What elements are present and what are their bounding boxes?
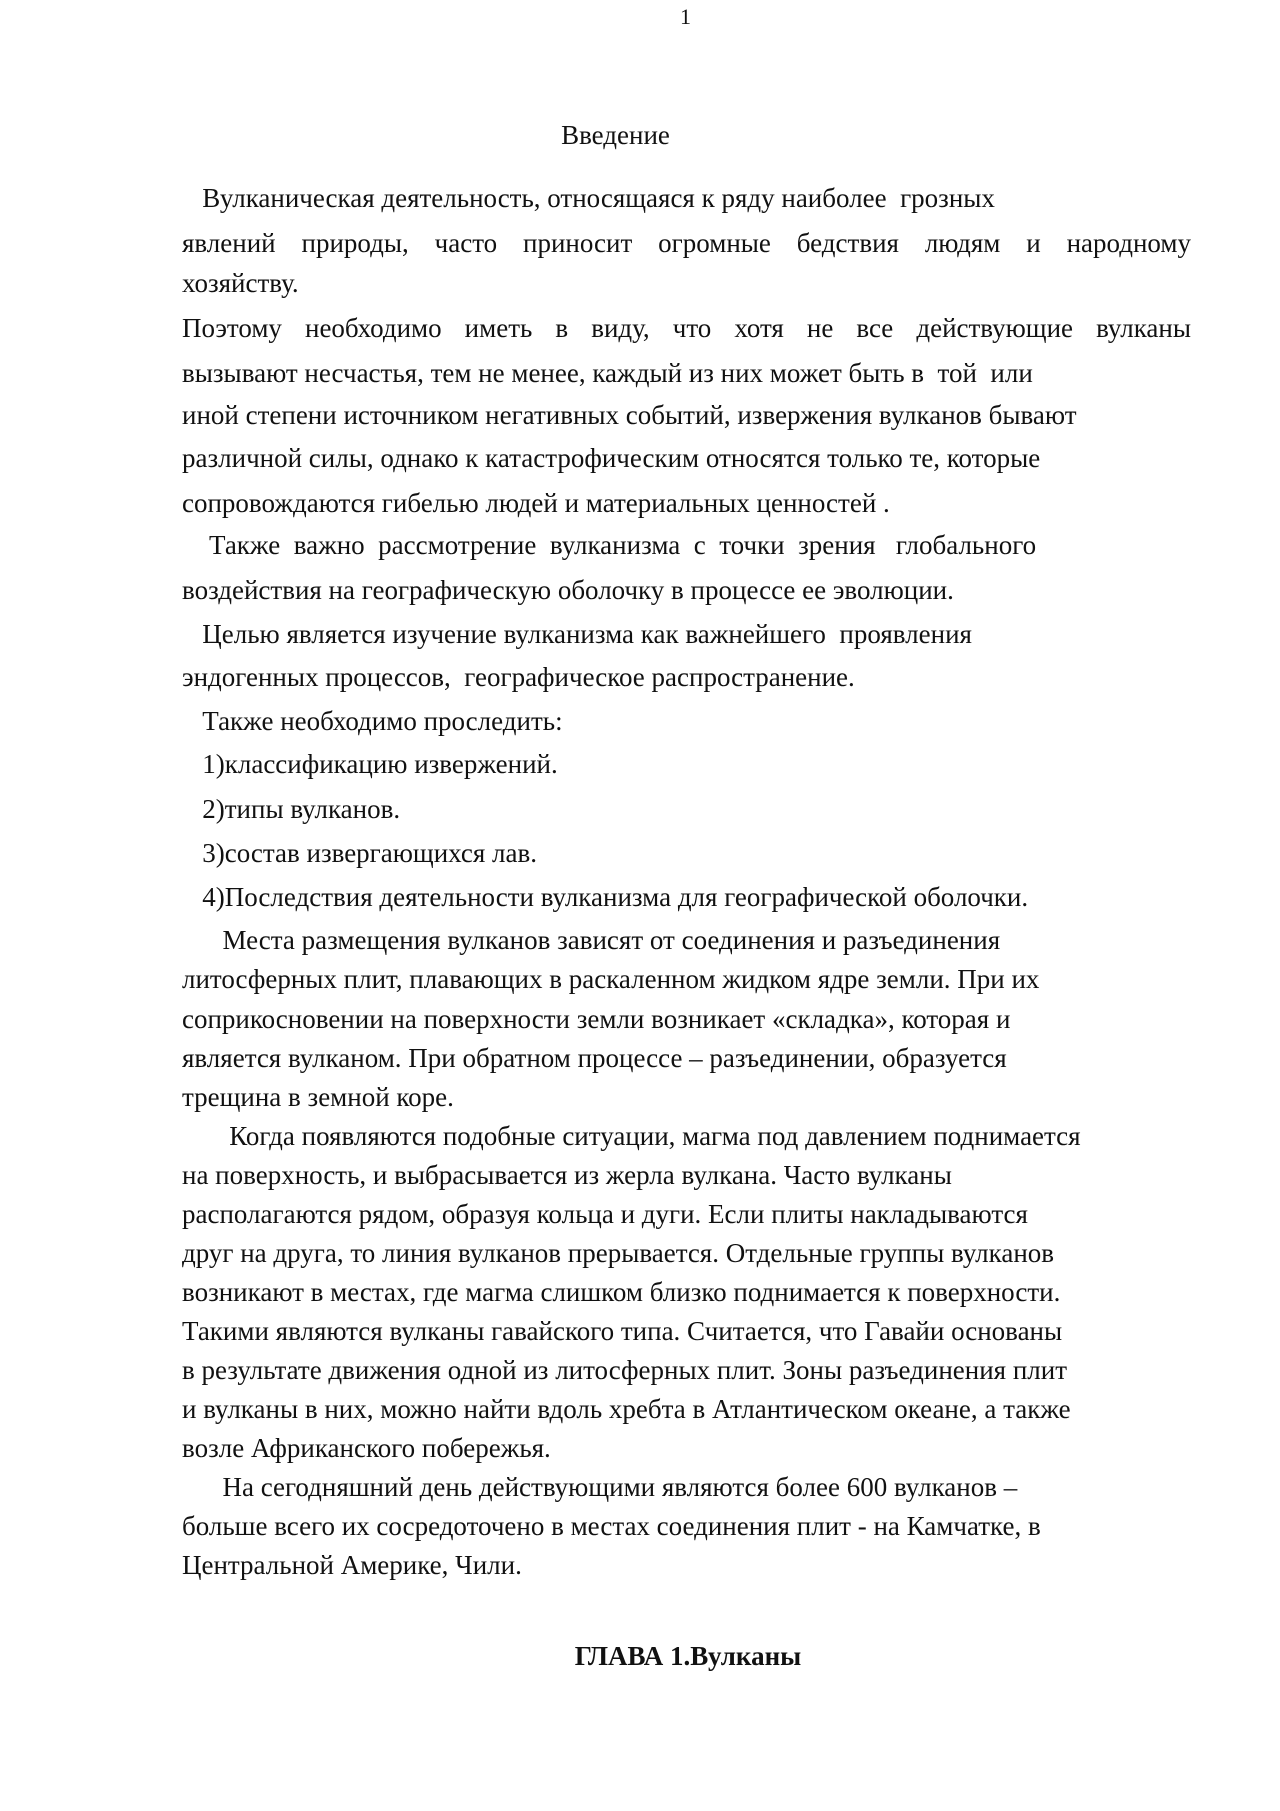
section-title: Введение — [561, 120, 670, 150]
list-item: 1)классификацию извержений. — [182, 749, 558, 779]
text-line: трещина в земной коре. — [182, 1082, 454, 1112]
text-line: литосферных плит, плавающих в раскаленном жидком ядре земли. При их — [182, 964, 1040, 994]
list-item: 4)Последствия деятельности вулканизма для географической оболочки. — [182, 882, 1029, 912]
text-line: сопровождаются гибелью людей и материальных ценностей . — [182, 488, 890, 518]
text-line: возникают в местах, где магма слишком близко поднимается к поверхности. — [182, 1277, 1061, 1307]
chapter-heading: ГЛАВА 1.Вулканы — [574, 1641, 802, 1671]
text-line: Также необходимо проследить: — [182, 706, 563, 736]
text-line: явлений природы, часто приносит огромные бедствия людям и народному — [182, 228, 1191, 258]
text-line: на поверхность, и выбрасывается из жерла вулкана. Часто вулканы — [182, 1160, 952, 1190]
text-line: эндогенных процессов, географическое распространение. — [182, 662, 855, 692]
text-line: На сегодняшний день действующими являются более 600 вулканов – — [182, 1472, 1018, 1502]
text-line: Поэтому необходимо иметь в виду, что хотя не все действующие вулканы — [182, 313, 1191, 343]
list-item: 2)типы вулканов. — [182, 794, 401, 824]
text-line: различной силы, однако к катастрофическим относятся только те, которые — [182, 443, 1041, 473]
text-line: в результате движения одной из литосферных плит. Зоны разъединения плит — [182, 1355, 1068, 1385]
text-line: Такими являются вулканы гавайского типа. Считается, что Гавайи основаны — [182, 1316, 1063, 1346]
text-line: хозяйству. — [182, 268, 299, 298]
page-number: 1 — [680, 4, 691, 29]
list-item: 3)состав извергающихся лав. — [182, 838, 537, 868]
text-line: Вулканическая деятельность, относящаяся к ряду наиболее грозных — [182, 183, 995, 213]
text-line: больше всего их сосредоточено в местах соединения плит - на Камчатке, в — [182, 1511, 1041, 1541]
text-line: воздействия на географическую оболочку в процессе ее эволюции. — [182, 575, 954, 605]
text-line: располагаются рядом, образуя кольца и дуги. Если плиты накладываются — [182, 1199, 1028, 1229]
text-line: соприкосновении на поверхности земли возникает «складка», которая и — [182, 1004, 1011, 1034]
text-line: друг на друга, то линия вулканов прерывается. Отдельные группы вулканов — [182, 1238, 1055, 1268]
text-line: является вулканом. При обратном процессе – разъединении, образуется — [182, 1043, 1007, 1073]
text-line: Когда появляются подобные ситуации, магма под давлением поднимается — [182, 1121, 1081, 1151]
text-line: вызывают несчастья, тем не менее, каждый из них может быть в той или — [182, 358, 1033, 388]
text-line: иной степени источником негативных событий, извержения вулканов бывают — [182, 400, 1077, 430]
text-line: Целью является изучение вулканизма как важнейшего проявления — [182, 619, 972, 649]
text-line: Места размещения вулканов зависят от соединения и разъединения — [182, 925, 1001, 955]
text-line: Центральной Америке, Чили. — [182, 1550, 522, 1580]
text-line: возле Африканского побережья. — [182, 1433, 551, 1463]
text-line: Также важно рассмотрение вулканизма с точки зрения глобального — [182, 530, 1037, 560]
text-line: и вулканы в них, можно найти вдоль хребта в Атлантическом океане, а также — [182, 1394, 1071, 1424]
